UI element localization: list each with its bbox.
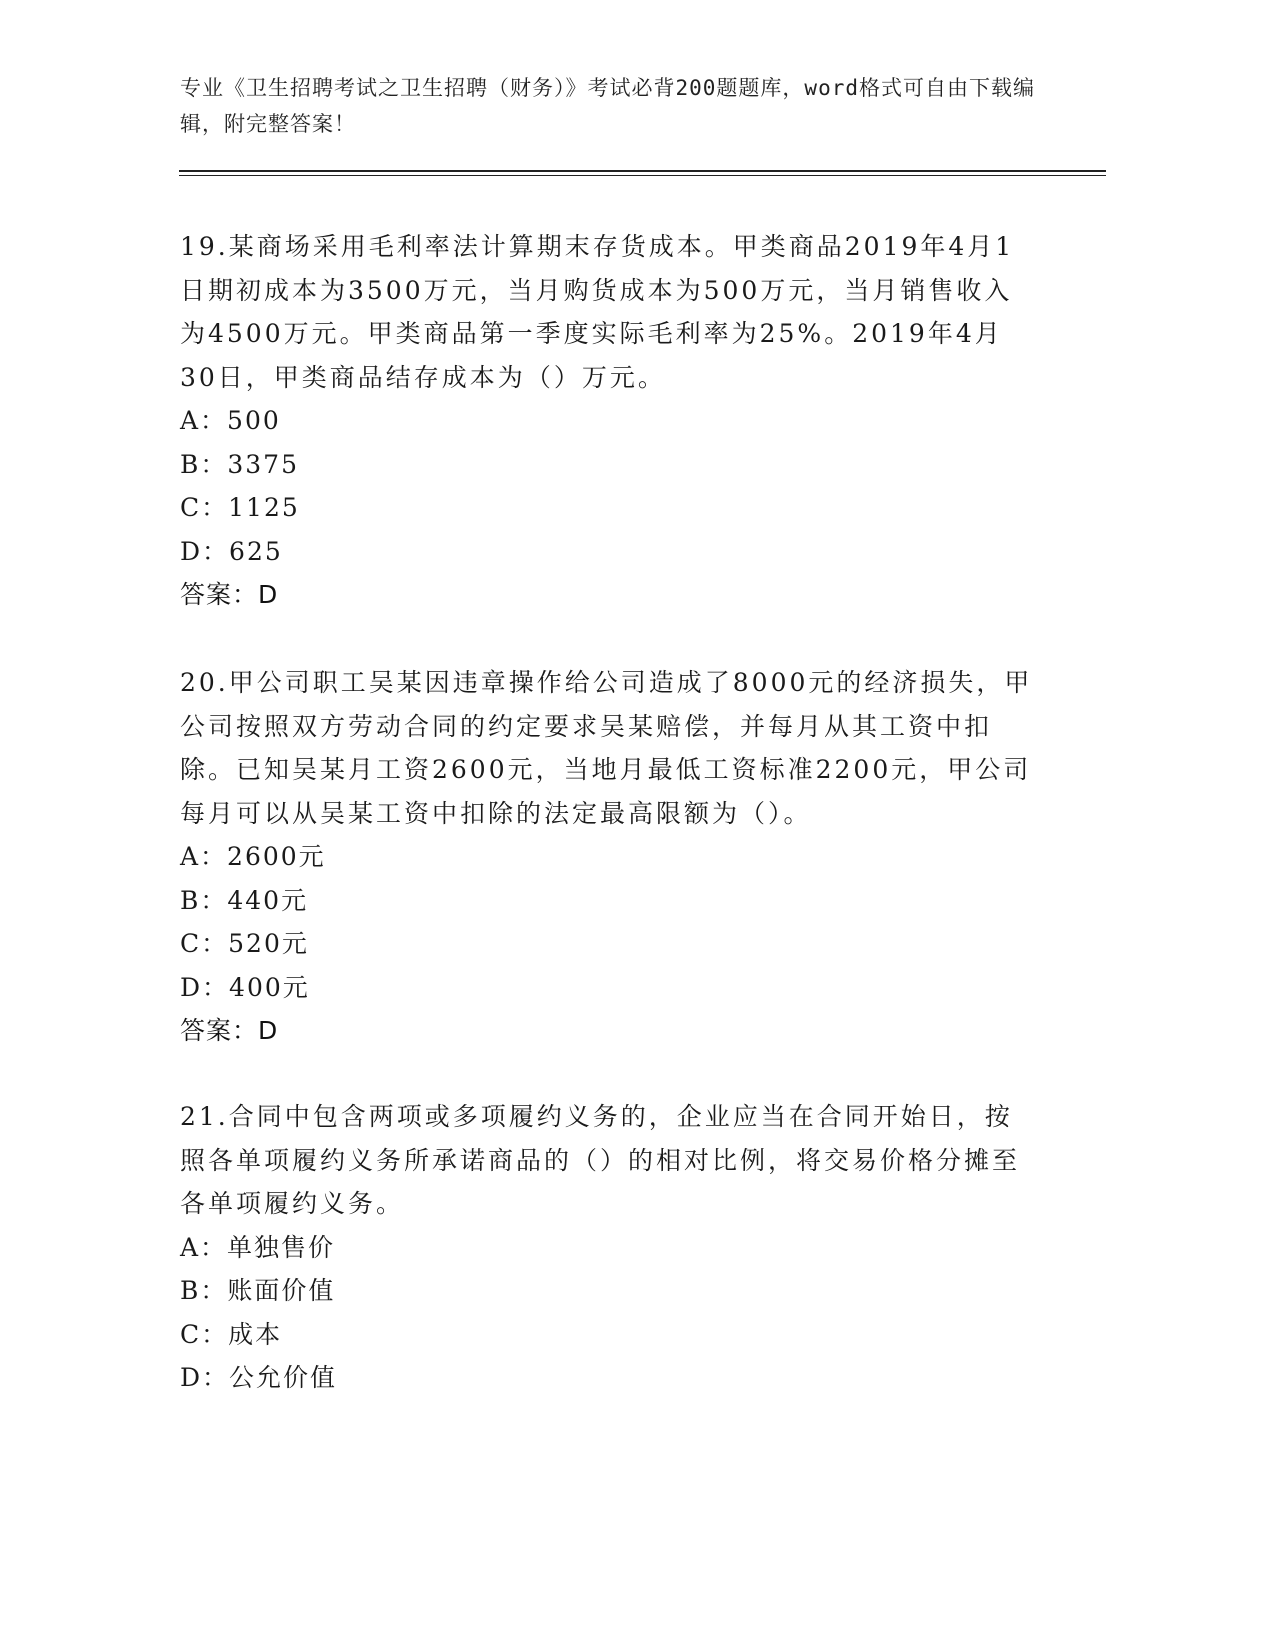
question-text: 19.某商场采用毛利率法计算期末存货成本。甲类商品2019年4月1日期初成本为3500万元，当月购货成本为500万元，当月销售收入为4500万元。甲类商品第一季度实际毛利率为25%。2019年4月30日，甲类商品结存成本为（）万元。 xyxy=(180,232,1015,392)
question-21 xyxy=(180,1095,1040,1400)
option-a: A：单独售价 xyxy=(180,1232,336,1262)
option-c: C：520元 xyxy=(180,929,309,958)
question-20 xyxy=(180,661,1040,1053)
header-divider-thick xyxy=(179,170,1106,172)
answer: 答案：D xyxy=(180,1016,279,1045)
option-d: D：625 xyxy=(180,536,283,566)
option-c: C：成本 xyxy=(180,1319,283,1349)
option-b: B：账面价值 xyxy=(180,1276,336,1305)
header-divider-thin xyxy=(179,175,1106,176)
option-b: B：3375 xyxy=(180,449,299,479)
question-text: 21.合同中包含两项或多项履约义务的，企业应当在合同开始日，按照各单项履约义务所承诺商品的（）的相对比例，将交易价格分摊至各单项履约义务。 xyxy=(180,1102,1021,1218)
option-a: A：2600元 xyxy=(180,842,326,871)
option-d: D：公允价值 xyxy=(180,1363,338,1392)
option-c: C：1125 xyxy=(180,493,300,522)
option-a: A：500 xyxy=(180,406,281,435)
question-19 xyxy=(180,225,1040,617)
question-text: 20.甲公司职工吴某因违章操作给公司造成了8000元的经济损失，甲公司按照双方劳动合同的约定要求吴某赔偿，并每月从其工资中扣除。已知吴某月工资2600元，当地月最低工资标准2200元，甲公司每月可以从吴某工资中扣除的法定最高限额为（）。 xyxy=(180,668,1033,828)
answer: 答案：D xyxy=(180,580,279,609)
option-d: D：400元 xyxy=(180,972,310,1002)
option-b: B：440元 xyxy=(180,885,309,915)
document-header: 专业《卫生招聘考试之卫生招聘（财务）》考试必背200题题库，word格式可自由下载编辑，附完整答案！ xyxy=(180,76,1035,136)
